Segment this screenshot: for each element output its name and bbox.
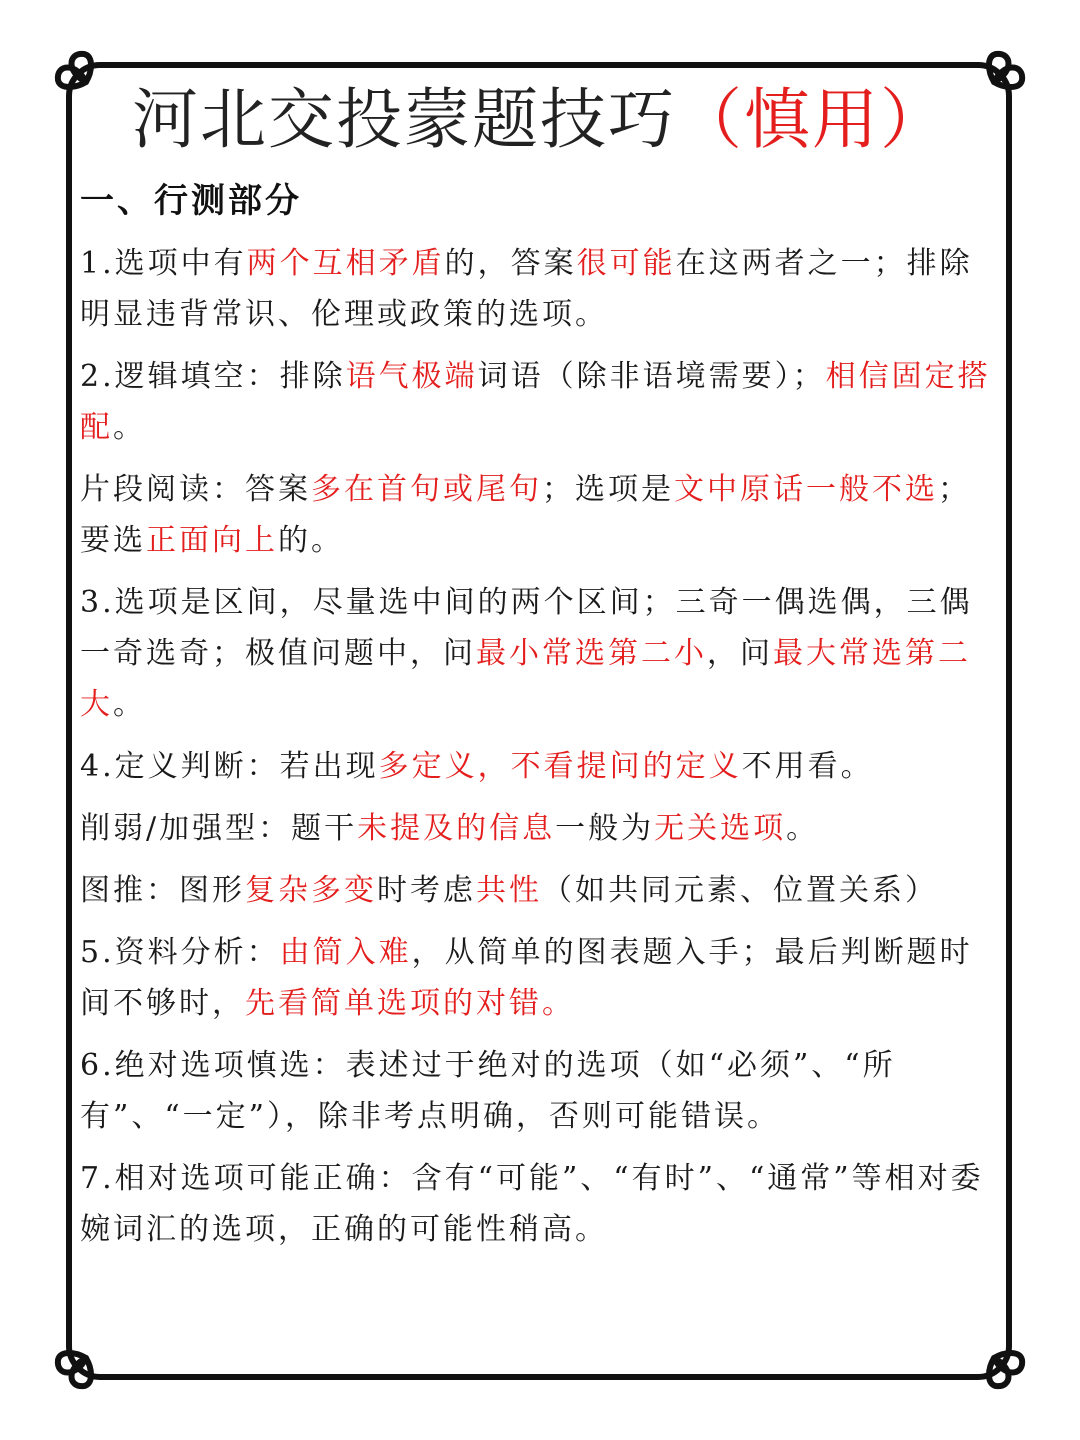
title-highlight: （慎用） xyxy=(676,81,948,158)
body-text: ，问 xyxy=(707,636,773,671)
body-text: 2.逻辑填空：排除 xyxy=(80,359,346,394)
section-heading: 一、行测部分 xyxy=(80,181,302,221)
body-text: 时考虑 xyxy=(377,873,476,908)
body-text: 图推：图形 xyxy=(80,873,245,908)
highlight-text: 无关选项 xyxy=(654,811,787,846)
body-text: 在这两者之一；排除明显违背常识、伦理或政策的选项。 xyxy=(80,246,973,332)
tip-paragraph xyxy=(80,1040,992,1142)
tip-paragraph xyxy=(80,351,992,453)
highlight-text: 由简入难 xyxy=(279,935,412,970)
body-text: 片段阅读：答案 xyxy=(80,472,311,507)
highlight-text: 很可能 xyxy=(576,246,676,281)
highlight-text: 复杂多变 xyxy=(245,873,377,908)
tips-list xyxy=(80,238,992,1255)
body-text: 。 xyxy=(113,687,146,722)
tip-paragraph xyxy=(80,741,992,792)
highlight-text: 共性 xyxy=(476,873,542,908)
body-text: 7.相对选项可能正确：含有“可能”、“有时”、“通常”等相对委婉词汇的选项，正确的可能性稍高。 xyxy=(80,1161,984,1247)
tip-paragraph xyxy=(80,577,992,730)
highlight-text: 文中原话一般不选 xyxy=(674,472,938,507)
body-text: 5.资料分析： xyxy=(80,935,280,970)
tip-paragraph xyxy=(80,927,992,1029)
highlight-text: 未提及的信息 xyxy=(357,811,556,846)
body-text: 6.绝对选项慎选：表述过于绝对的选项（如“必须”、“所有”、“一定”），除非考点明确，否则可能错误。 xyxy=(80,1048,896,1134)
body-text: 。 xyxy=(786,811,820,846)
tip-paragraph xyxy=(80,803,992,854)
page-title xyxy=(0,78,1080,162)
body-text: ，从简单的图表题入手；最后判断题时间不够时， xyxy=(80,935,973,1021)
highlight-text: 语气极端 xyxy=(345,359,478,394)
body-text: 1.选项中有 xyxy=(80,246,247,281)
highlight-text: 多在首句或尾句 xyxy=(311,472,542,507)
tip-paragraph xyxy=(80,1153,992,1255)
corner-ornament-icon xyxy=(46,1318,126,1398)
body-text: 不用看。 xyxy=(741,749,874,784)
body-text: （如共同元素、位置关系） xyxy=(542,873,938,908)
highlight-text: 两个互相矛盾 xyxy=(246,246,445,281)
body-text: ；要选 xyxy=(80,472,971,558)
highlight-text: 先看简单选项的对错。 xyxy=(245,986,575,1021)
tip-paragraph xyxy=(80,865,992,916)
tip-paragraph xyxy=(80,238,992,340)
highlight-text: 最小常选第二小 xyxy=(476,636,707,671)
body-text: 一般为 xyxy=(555,811,655,846)
body-text: 的，答案 xyxy=(444,246,577,281)
corner-ornament-icon xyxy=(954,1318,1034,1398)
highlight-text: 相信固定搭配 xyxy=(80,359,991,445)
title-main: 河北交投蒙题技巧 xyxy=(132,81,676,158)
body-text: ；选项是 xyxy=(542,472,674,507)
highlight-text: 最大常选第二大 xyxy=(80,636,971,722)
highlight-text: 多定义，不看提问的定义 xyxy=(378,749,742,784)
content-body xyxy=(80,176,992,1266)
body-text: 削弱/加强型：题干 xyxy=(80,811,358,846)
tip-paragraph xyxy=(80,464,992,566)
body-text: 词语（除非语境需要）； xyxy=(477,359,826,394)
highlight-text: 正面向上 xyxy=(146,523,278,558)
body-text: 的。 xyxy=(278,523,344,558)
body-text: 。 xyxy=(113,410,146,445)
body-text: 3.选项是区间，尽量选中间的两个区间；三奇一偶选偶，三偶一奇选奇；极值问题中，问 xyxy=(80,585,973,671)
body-text: 4.定义判断：若出现 xyxy=(80,749,379,784)
